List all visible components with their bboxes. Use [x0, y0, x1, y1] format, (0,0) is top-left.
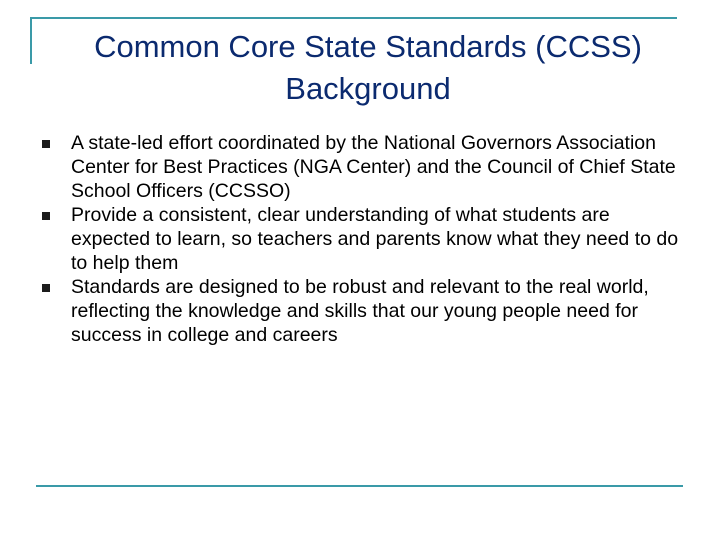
bullet-item	[36, 131, 686, 203]
slide-title: Common Core State Standards (CCSS) Background	[94, 29, 642, 106]
bullet-text: Provide a consistent, clear understanding of what students are expected to learn, so teachers and parents know what they need to do to help them	[71, 204, 679, 274]
bullet-text: Standards are designed to be robust and relevant to the real world, reflecting the knowledge and skills that our young people need for success in college and careers	[71, 276, 649, 346]
bullet-item	[36, 275, 686, 347]
bullet-item	[36, 203, 686, 275]
bullet-text: A state-led effort coordinated by the National Governors Association Center for Best Practices (NGA Center) and the Council of Chief State School Officers (CCSSO)	[71, 132, 676, 202]
square-bullet-icon	[42, 140, 50, 148]
square-bullet-icon	[42, 284, 50, 292]
square-bullet-icon	[42, 212, 50, 220]
bullet-list	[36, 131, 686, 347]
bottom-rule	[36, 485, 683, 487]
title-top-rule	[30, 17, 677, 19]
title-left-rule	[30, 17, 32, 64]
